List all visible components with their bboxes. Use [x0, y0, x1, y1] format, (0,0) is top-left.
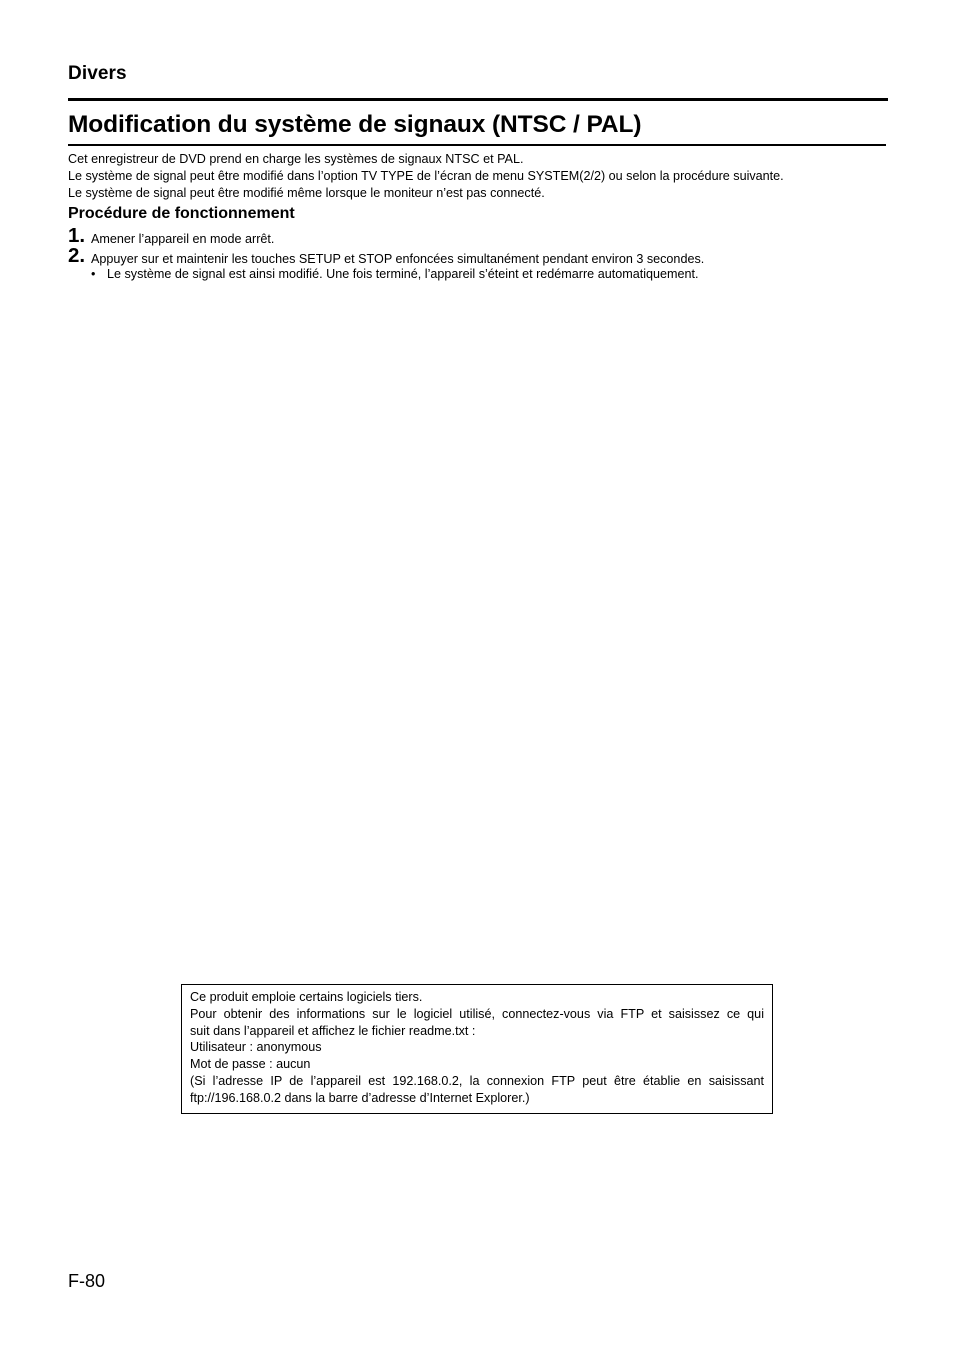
notice-line: Ce produit emploie certains logiciels tiers. — [190, 990, 423, 1004]
step-number: 2. — [68, 244, 86, 267]
notice-line: (Si l’adresse IP de l’appareil est 192.168.0.2, la connexion FTP peut être établie en saisissant — [190, 1073, 764, 1088]
step-text: Amener l’appareil en mode arrêt. — [91, 232, 275, 246]
notice-line: Pour obtenir des informations sur le logiciel utilisé, connectez-vous via FTP et saisissez ce qui — [190, 1006, 764, 1021]
step-note — [91, 267, 699, 281]
intro-line: Le système de signal peut être modifié dans l’option TV TYPE de l’écran de menu SYSTEM(2/2) ou selon la procédure suivante. — [68, 169, 784, 183]
section-divider — [68, 98, 888, 101]
procedure-heading: Procédure de fonctionnement — [68, 205, 295, 222]
notice-line: ftp://196.168.0.2 dans la barre d’adresse d’Internet Explorer.) — [190, 1090, 530, 1105]
step-number: 1. — [68, 224, 86, 247]
section-label: Divers — [68, 63, 127, 84]
page-number: F-80 — [68, 1271, 106, 1291]
intro-line: Cet enregistreur de DVD prend en charge les systèmes de signaux NTSC et PAL. — [68, 152, 524, 166]
title-underline — [68, 144, 886, 146]
step-note-text: Le système de signal est ainsi modifié. Une fois terminé, l’appareil s’éteint et redémarre automatiquement. — [107, 267, 699, 281]
intro-paragraph — [68, 151, 784, 202]
notice-line: suit dans l’appareil et affichez le fichier readme.txt : — [190, 1023, 476, 1038]
intro-line: Le système de signal peut être modifié même lorsque le moniteur n’est pas connecté. — [68, 186, 545, 200]
page-title: Modification du système de signaux (NTSC / PAL) — [68, 111, 642, 138]
notice-line: Utilisateur : anonymous — [190, 1040, 322, 1055]
third-party-software-notice — [181, 984, 773, 1114]
step-text: Appuyer sur et maintenir les touches SETUP et STOP enfoncées simultanément pendant environ 3 secondes. — [91, 252, 705, 266]
bullet-icon: • — [91, 267, 96, 281]
notice-line: Mot de passe : aucun — [190, 1057, 311, 1072]
